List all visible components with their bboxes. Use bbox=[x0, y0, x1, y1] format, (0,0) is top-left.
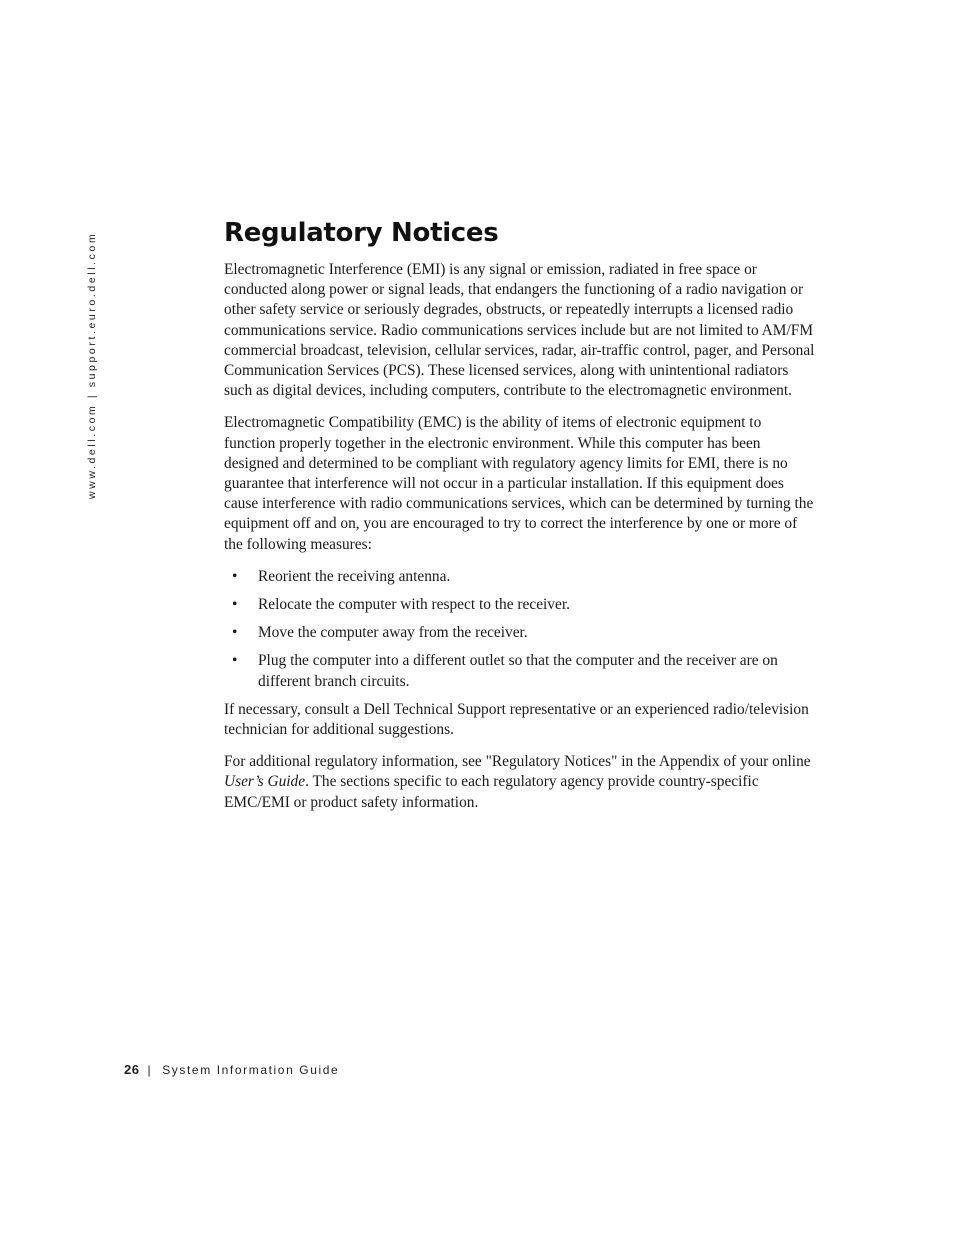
additional-info-paragraph bbox=[224, 752, 816, 813]
page-number: 26 bbox=[124, 1062, 140, 1077]
side-url-text: www.dell.com | support.euro.dell.com bbox=[86, 231, 98, 499]
measure-text: Reorient the receiving antenna. bbox=[258, 567, 451, 585]
measures-list bbox=[224, 567, 816, 692]
list-item bbox=[224, 595, 816, 615]
bullet-icon: • bbox=[232, 567, 238, 585]
bullet-icon: • bbox=[232, 624, 238, 642]
page-title: Regulatory Notices bbox=[224, 218, 499, 248]
measure-text: Plug the computer into a different outlet so that the computer and the receiver are on different branch circuits. bbox=[258, 652, 778, 690]
measure-text: Relocate the computer with respect to the receiver. bbox=[258, 596, 570, 614]
measure-text: Move the computer away from the receiver. bbox=[258, 624, 528, 642]
bullet-icon: • bbox=[232, 652, 238, 670]
additional-info-text-end: . The sections specific to each regulatory agency provide country-specific EMC/EMI or product safety information. bbox=[224, 773, 759, 811]
list-item bbox=[224, 623, 816, 643]
consult-paragraph: If necessary, consult a Dell Technical Support representative or an experienced radio/television technician for additional suggestions. bbox=[224, 700, 809, 739]
emi-paragraph: Electromagnetic Interference (EMI) is any signal or emission, radiated in free space or conducted along power or signal leads, that endangers the functioning of a radio navigation or other safety service or seriously degrades, obstructs, or repeatedly interrupts a licensed radio communications service. Radio communications services include but are not limited to AM/FM commercial broadcast, television, cellular services, radar, air-traffic control, pager, and Personal Communication Services (PCS). These licensed services, along with unintentional radiators such as digital devices, including computers, contribute to the electromagnetic environment. bbox=[224, 261, 815, 400]
footer-separator: | bbox=[147, 1063, 153, 1077]
users-guide-title: User’s Guide bbox=[224, 773, 306, 791]
list-item bbox=[224, 567, 816, 587]
page-footer bbox=[124, 1061, 339, 1079]
additional-info-text-start: For additional regulatory information, see "Regulatory Notices" in the Appendix of your online bbox=[224, 753, 811, 771]
emc-paragraph: Electromagnetic Compatibility (EMC) is the ability of items of electronic equipment to function properly together in the electronic environment. While this computer has been designed and determined to be compliant with regulatory agency limits for EMI, there is no guarantee that interference will not occur in a particular installation. If this equipment does cause interference with radio communications services, which can be determined by turning the equipment off and on, you are encouraged to try to correct the interference by one or more of the following measures: bbox=[224, 414, 814, 553]
bullet-icon: • bbox=[232, 596, 238, 614]
list-item bbox=[224, 651, 816, 691]
main-content bbox=[224, 214, 816, 825]
guide-title: System Information Guide bbox=[162, 1063, 340, 1077]
